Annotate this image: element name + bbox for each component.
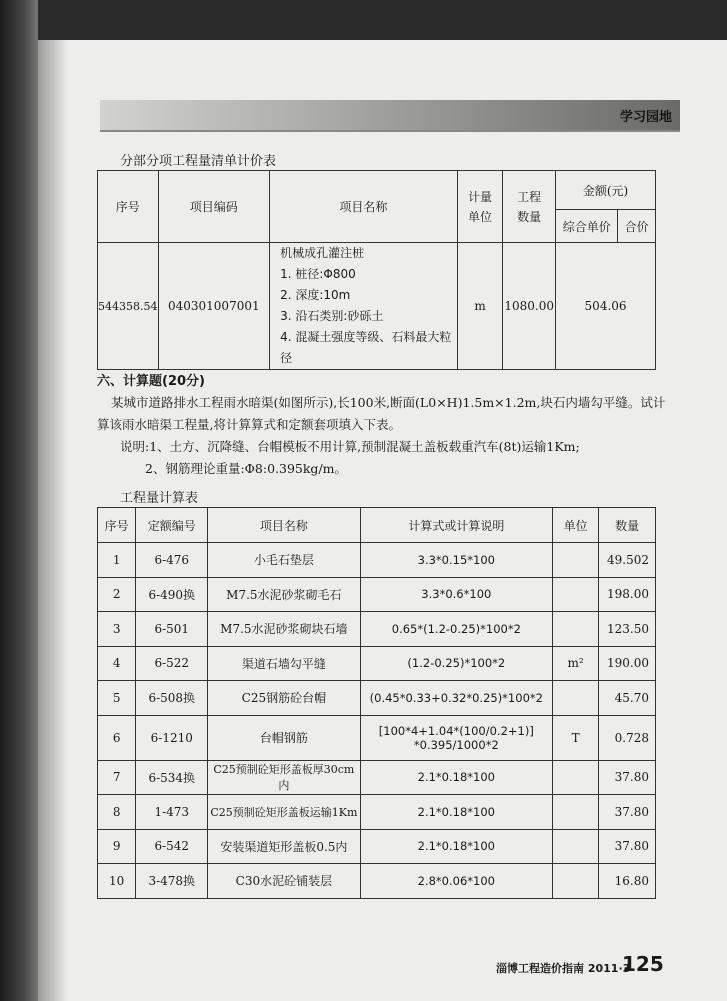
table-row: 9 6-542 安装渠道矩形盖板0.5内 2.1*0.18*100 37.80 <box>98 829 656 864</box>
col-seq: 序号 <box>98 508 136 543</box>
page-number: 125 <box>622 952 664 976</box>
col-unit: 单位 <box>553 508 599 543</box>
table-row: 10 3-478换 C30水泥砼铺装层 2.8*0.06*100 16.80 <box>98 864 656 899</box>
note-1: 说明:1、土方、沉降缝、台帽模板不用计算,预制混凝土盖板载重汽车(8t)运输1Km; <box>120 439 580 454</box>
cell-qty: 1080.00 <box>503 243 556 370</box>
section-banner <box>100 100 680 130</box>
page-shadow <box>38 40 68 1001</box>
table-row: 1 6-476 小毛石垫层 3.3*0.15*100 49.502 <box>98 543 656 578</box>
table1-title: 分部分项工程量清单计价表 <box>120 154 277 169</box>
banner-rule <box>100 130 680 132</box>
col-seq: 序号 <box>98 171 159 243</box>
col-unit-price: 综合单价 <box>556 210 618 243</box>
table-row: 7 6-534换 C25预制砼矩形盖板厚30cm内 2.1*0.18*100 37.80 <box>98 760 656 795</box>
table-row: 2 6-490换 M7.5水泥砂浆砌毛石 3.3*0.6*100 198.00 <box>98 577 656 612</box>
col-amount: 金额(元) <box>556 171 656 210</box>
cell-name: 机械成孔灌注桩 1. 桩径:Φ800 2. 深度:10m 3. 沿石类别:砂砾土 4. 混凝土强度等级、石料最大粒径 <box>270 243 458 370</box>
table-row <box>98 243 656 370</box>
book-spine <box>0 0 38 1001</box>
section-tag: 学习园地 <box>619 110 672 125</box>
cell-unit-price: 504.06 <box>556 243 656 370</box>
col-name: 项目名称 <box>270 171 458 243</box>
col-unit: 计量单位 <box>457 171 503 243</box>
table-row: 5 6-508换 C25钢筋砼台帽 (0.45*0.33+0.32*0.25)*100*2 45.70 <box>98 681 656 716</box>
col-qty: 数量 <box>599 508 656 543</box>
cell-code: 040301007001 <box>158 243 270 370</box>
bill-of-quantities-table <box>97 170 656 370</box>
col-name: 项目名称 <box>208 508 360 543</box>
table-row: 6 6-1210 台帽钢筋 [100*4+1.04*(100/0.2+1)] *0.395/1000*2 T 0.728 <box>98 715 656 760</box>
cell-unit: m <box>457 243 503 370</box>
col-code: 项目编码 <box>158 171 270 243</box>
section-heading: 六、计算题(20分) <box>97 374 205 389</box>
problem-text: 某城市道路排水工程雨水暗渠(如图所示),长100米,断面(L0×H)1.5m×1.2m,块石内墙勾平缝。试计算该雨水暗渠工程量,将计算算式和定额套项填入下表。 <box>97 395 666 432</box>
col-total: 合价 <box>618 210 656 243</box>
quantity-calculation-table <box>97 507 656 899</box>
note-2: 2、钢筋理论重量:Φ8:0.395kg/m。 <box>145 461 348 476</box>
journal-footer: 淄博工程造价指南 2011·3 <box>496 962 631 975</box>
col-formula: 计算式或计算说明 <box>360 508 552 543</box>
table-row: 3 6-501 M7.5水泥砂浆砌块石墙 0.65*(1.2-0.25)*100*2 123.50 <box>98 612 656 647</box>
col-qty: 工程数量 <box>503 171 556 243</box>
table-row: 8 1-473 C25预制砼矩形盖板运输1Km 2.1*0.18*100 37.80 <box>98 795 656 830</box>
table-row: 4 6-522 渠道石墙勾平缝 (1.2-0.25)*100*2 m² 190.00 <box>98 646 656 681</box>
scan-background <box>0 0 727 40</box>
table2-title: 工程量计算表 <box>120 491 199 506</box>
col-code: 定额编号 <box>136 508 208 543</box>
cell-seq: 544358.54 <box>98 243 159 370</box>
